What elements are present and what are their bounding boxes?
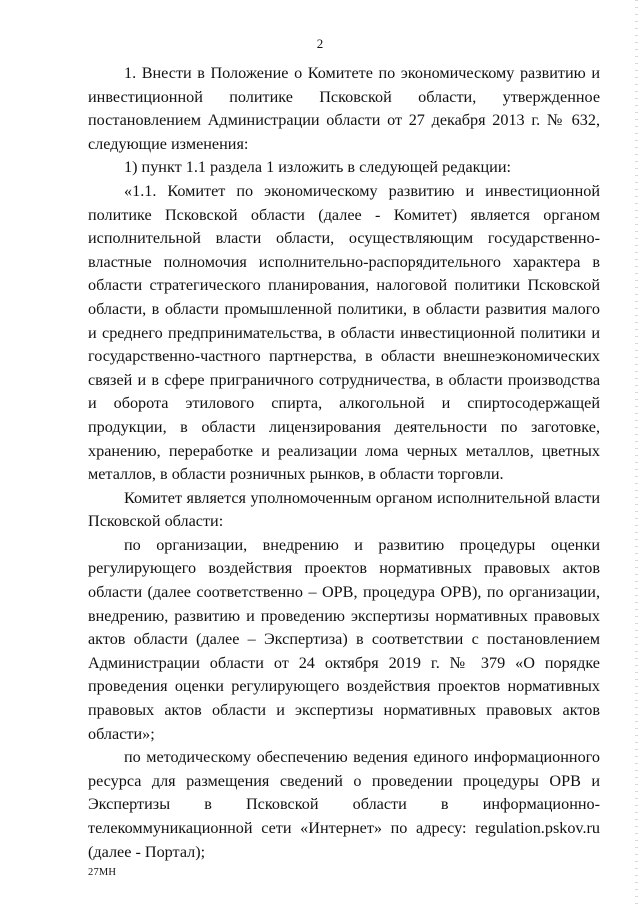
paragraph-clause-1-1: «1.1. Комитет по экономическому развитию и инвестиционной политике Псковской области (далее - Комитет) является органом исполнительной власти области, осуществляющим государственно-властные полномочия исполнительно-распорядительного характера в области стратегического планирования, налоговой политики Псковской области, в области промышленной политики, в области развития малого и среднего предпринимательства, в области инвестиционной политики и государственно-частного партнерства, в области внешнеэкономических связей и в сфере приграничного сотрудничества, в области производства и оборота этилового спирта, алкогольной и спиртосодержащей продукции, в области лицензирования деятельности по заготовке, хранению, переработке и реализации лома черных металлов, цветных металлов, в области розничных рынков, в области торговли. bbox=[88, 181, 600, 484]
document-body bbox=[88, 62, 600, 864]
page-number: 2 bbox=[316, 36, 324, 51]
paragraph-subitem-1: 1) пункт 1.1 раздела 1 изложить в следующей редакции: bbox=[124, 158, 511, 177]
paragraph-orv-procedure: по организации, внедрению и развитию процедуры оценки регулирующего воздействия проектов нормативных правовых актов области (далее соответственно – ОРВ, процедура ОРВ), по организации, внедрению, развитию и проведению экспертизы нормативных правовых актов области (далее – Экспертиза) в соответствии с постановлением Администрации области от 24 октября 2019 г. № 379 «О порядке проведения оценки регулирующего воздействия проектов нормативных правовых актов области и экспертизы нормативных правовых актов области»; bbox=[88, 535, 600, 743]
paragraph-authorized-body: Комитет является уполномоченным органом исполнительной власти Псковской области: bbox=[88, 488, 600, 531]
scan-edge-marks bbox=[635, 0, 638, 905]
footer-code: 27МН bbox=[88, 867, 117, 878]
paragraph-portal: по методическому обеспечению ведения единого информационного ресурса для размещения сведений о проведении процедуры ОРВ и Экспертизы в Псковской области в информационно-телекоммуникационной сети «Интернет» по адресу: regulation.pskov.ru (далее - Портал); bbox=[88, 748, 600, 861]
paragraph-amendment-intro: 1. Внести в Положение о Комитете по экономическому развитию и инвестиционной политике Псковской области, утвержденное постановлением Администрации области от 27 декабря 2013 г. № 632, следующие изменения: bbox=[88, 64, 600, 153]
